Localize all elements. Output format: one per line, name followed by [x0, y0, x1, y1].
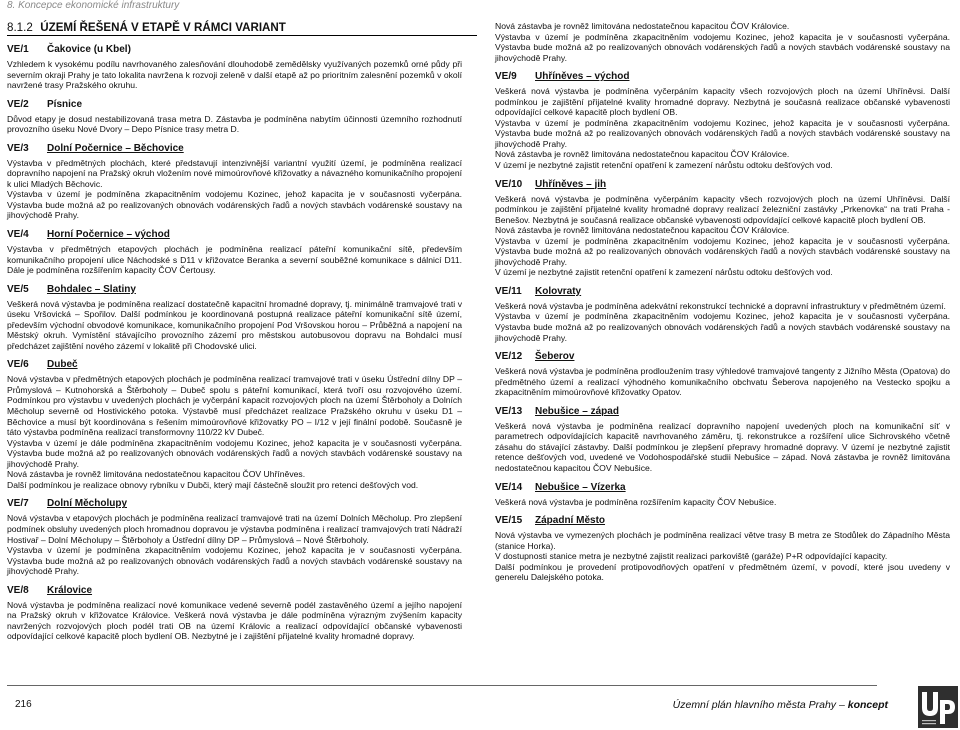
section-code: VE/3	[7, 142, 29, 154]
section-name: Bohdalec – Slatiny	[47, 283, 136, 295]
section-name: Uhříněves – jih	[535, 178, 607, 190]
paragraph: Výstavba v území je podmíněna zkapacitněním vodojemu Kozinec, jehož kapacita je v současnosti vyčerpána. Výstavba bude možná až po realizovaných obnovách vodárenských řadů a nových stavbách vodárenské soustavy na jihovýchodě Prahy.	[495, 31, 950, 63]
section-code: VE/8	[7, 584, 29, 596]
section-heading	[495, 179, 950, 191]
section-continued	[495, 21, 950, 63]
section-heading	[495, 286, 950, 298]
section-ve-15	[495, 515, 950, 583]
paragraph: Výstavba v území je dále podmíněna zkapacitněním vodojemu Kozinec, jehož kapacita je v současnosti vyčerpána. Výstavba bude možná až po realizovaných obnovách vodárenských řadů a nových stavbách vodárenské soustavy na jihovýchodě Prahy.	[7, 437, 462, 469]
section-ve-14	[495, 482, 950, 508]
running-head: 8. Koncepce ekonomické infrastruktury	[7, 0, 180, 11]
paragraph: Nová zástavba je rovněž limitována nedostatečnou kapacitou ČOV Uhříněves.	[7, 469, 306, 480]
section-ve-9	[495, 71, 950, 170]
left-column	[7, 44, 462, 650]
section-ve-12	[495, 351, 950, 398]
section-heading	[495, 351, 950, 363]
section-heading	[7, 585, 462, 597]
paragraph: Výstavba v území je podmíněna zkapacitněním vodojemu Kozinec, jehož kapacita je v současnosti vyčerpána. Výstavba bude možná až po realizovaných obnovách vodárenských řadů a nových stavbách vodárenské soustavy na jihovýchodě Prahy.	[495, 235, 950, 267]
section-code: VE/9	[495, 71, 517, 83]
section-heading	[495, 515, 950, 527]
section-heading	[7, 359, 462, 371]
section-code: VE/5	[7, 283, 29, 295]
section-name: Uhříněves – východ	[535, 71, 630, 83]
paragraph: Nová zástavba je rovněž limitována nedostatečnou kapacitou ČOV Královice.	[495, 149, 790, 160]
section-code: VE/11	[495, 285, 522, 297]
section-heading	[7, 44, 462, 56]
title-rule	[7, 35, 477, 36]
section-name: Čakovice (u Kbel)	[47, 44, 131, 55]
section-ve-4	[7, 229, 462, 276]
section-code: VE/10	[495, 178, 523, 190]
paragraph: Další podmínkou je realizace obnovy rybníku v Dubči, který mají částečně sloužit pro retenci dešťových vod.	[7, 479, 419, 490]
section-ve-3	[7, 143, 462, 221]
paragraph: V dostupnosti stanice metra je nezbytné zajistit realizaci parkoviště (garáže) P+R odpovídající kapacity.	[495, 551, 888, 562]
section-name: Dolní Počernice – Běchovice	[47, 142, 184, 154]
section-name: Šeberov	[535, 351, 575, 363]
page-number: 216	[15, 699, 32, 710]
section-code: VE/14	[495, 481, 523, 493]
paragraph: Veškerá nová výstavba je podmíněna adekvátní rekonstrukcí technické a dopravní infrastruktury v předmětném území.	[495, 300, 946, 311]
footer-doc-title-text: Územní plán hlavního města Prahy –	[672, 699, 848, 711]
section-code: VE/2	[7, 98, 29, 110]
section-name: Horní Počernice – východ	[47, 229, 170, 241]
section-name: Písnice	[47, 98, 83, 110]
paragraph: Výstavba v území je podmíněna zkapacitněním vodojemu Kozinec, jehož kapacita je v současnosti vyčerpána. Výstavba bude možná až po realizovaných obnovách vodárenských řadů a nových stavbách vodárenské soustavy na jihovýchodě Prahy.	[7, 189, 462, 221]
section-ve-5	[7, 284, 462, 352]
section-code: VE/15	[495, 515, 523, 527]
section-code: VE/7	[7, 498, 29, 510]
paragraph: Nová výstavba v předmětných etapových plochách je podmíněna realizací tramvajové trati v úseku Ústřední dílny DP – Průmyslová – Kutnohorská a Štěrboholy – Dubeč spolu s páteřní komunikací, která tvoří osu rozvojového území. Podmínkou pro výstavbu v uvedených plochách je vyčerpání kapacit rozvojových ploch na území Štěrboholy a Dolních Měcholup severně od Hostivického potoka. Výstavbě musí předcházet realizace Pražského okruhu v úseku D1 – Běchovice a musí být koordinována s řešením mimoúrovňové křižovatky PO – I/12 v její finální podobě. Současně je táto výstavba podmíněna realizací transformovny 110/22 kV Dubeč.	[7, 374, 462, 438]
section-heading	[7, 498, 462, 510]
paragraph: V území je nezbytné zajistit retenční opatření k zamezení nárůstu odtoku dešťových vod.	[495, 267, 833, 278]
section-ve-2	[7, 99, 462, 135]
paragraph: Výstavba v předmětných etapových plochách je podmíněna realizací páteřní komunikační sítě, především komunikačního propojení ulice Náchodské s D11 v křižovatce Beranka a severní souběžné komunikace s dálnicí D11. Dále je podmíněna rozšířením kapacity ČOV Čertousy.	[7, 244, 462, 276]
section-heading	[7, 284, 462, 296]
section-heading	[495, 406, 950, 418]
section-heading	[495, 71, 950, 83]
paragraph: Výstavba v území je podmíněna zkapacitněním vodojemu Kozinec, jehož kapacita je v současnosti vyčerpána. Výstavba bude možná až po realizovaných obnovách vodárenských řadů a nových stavbách vodárenské soustavy na jihovýchodě Prahy.	[495, 311, 950, 343]
paragraph: Výstavba v území je podmíněna zkapacitněním vodojemu Kozinec, jehož kapacita je v současnosti vyčerpána. Výstavba bude možná až po realizovaných obnovách vodárenských řadů a nových stavbách vodárenské soustavy na jihovýchodě Prahy.	[495, 117, 950, 149]
paragraph: Veškerá nová výstavba je podmíněna vyčerpáním kapacity všech rozvojových ploch na území Uhříněvsi. Další podmínkou je zajištění přijatelné kvality hromadné dopravy. Nezbytná je současná realizace občanské vybavenosti odpovídající celkové kapacitě ploch bydlení OB.	[495, 86, 950, 118]
paragraph: V území je nezbytné zajistit retenční opatření k zamezení nárůstu odtoku dešťových vod.	[495, 160, 833, 171]
section-code: VE/4	[7, 229, 29, 241]
paragraph: Veškerá nová výstavba je podmíněna rozšířením kapacity ČOV Nebušice.	[495, 496, 777, 507]
paragraph: Nová výstavba je podmíněna realizací nové komunikace vedené severně podél zastavěného území a jejího napojení na Pražský okruh v křižovatce Královice. Veškerá nová výstavba je dále podmíněna výrazným zvýšením kapacity navržených rozvojových ploch podél trati OB na území Královic a realizací odpovídající občanské vybavenosti odpovídající celkové kapacitě ploch bydlení OB. Nezbytné je i zajištění přijatelné kvality hromadné dopravy.	[7, 599, 462, 642]
paragraph: Další podmínkou je provedení protipovodňových opatření v předmětném území, v povodí, které jsou uvedeny v generelu Dalejského potoka.	[495, 561, 950, 583]
paragraph: Nová výstavba ve vymezených plochách je podmíněna realizací větve trasy B metra ze Stodůlek do Západního Města (stanice Horka).	[495, 530, 950, 551]
right-column	[495, 21, 950, 591]
section-name: Dolní Měcholupy	[47, 498, 127, 510]
footer-doc-title-bold: koncept	[847, 699, 888, 711]
paragraph: Důvod etapy je dosud nestabilizovaná trasa metra D. Zástavba je podmíněna nabytím účinnosti územního rozhodnutí provozního úseku Nové Dvory – Depo Písnice trasy metra D.	[7, 113, 462, 135]
section-ve-8	[7, 585, 462, 642]
section-name: Nebušice – západ	[535, 405, 619, 417]
paragraph: Veškerá nová výstavba je podmíněna prodloužením trasy výhledové tramvajové tangenty z Jižního Města (Opatova) do předmětného území a realizací výhodného komunikačního obchvatu Šeberova napojeného na Vestecko spojku a zkapacitněním mimoúrovňové křižovatky Opatov.	[495, 366, 950, 398]
footer-doc-title	[673, 699, 888, 711]
section-ve-11	[495, 286, 950, 343]
section-code: VE/13	[495, 405, 523, 417]
section-code: VE/1	[7, 44, 29, 55]
section-ve-13	[495, 406, 950, 474]
paragraph: Nová výstavba v etapových plochách je podmíněna realizací tramvajové trati na území Dolních Měcholup. Pro zlepšení podmínek obsluhy uvedených ploch hromadnou dopravou je výstavba podmíněna i realizací tramvajových tratí Nádraží Hostivař – Dolní Měcholupy – Štěrboholy a Ústřední dílny DP – Průmyslová – Nové Štěrboholy.	[7, 513, 462, 545]
paragraph: Veškerá nová výstavba je podmíněna realizací dostatečně kapacitní hromadné dopravy, tj. minimálně tramvajové trati v úseku Vršovická – Spořilov. Další podmínkou je koordinovaná postupná realizace páteřní komunikační sítě území, především východní obvodové komunikace, komunikačního propojení Pod Vršovskou horou – Průběžná a napojení na Městský okruh. Vymístění stávajícího provozního zázemí pro městskou autobusovou dopravu na Bohdalci musí předcházet zajištění nového zázemí v lokalitě při Chodovské ulici.	[7, 298, 462, 351]
section-name: Západní Město	[535, 515, 606, 527]
paragraph: Výstavba v předmětných plochách, které představují intenzivnější variantní využití území, je podmíněna realizací dopravního napojení na Pražský okruh vložením nové mimoúrovňové křižovatky a návazného komunikačního propojení k ulici Mladých Běchovic.	[7, 157, 462, 189]
section-ve-7	[7, 498, 462, 576]
page-title	[7, 21, 477, 34]
up-logo	[918, 686, 958, 728]
section-name: Dubeč	[47, 359, 78, 371]
section-heading	[7, 229, 462, 241]
section-heading	[7, 99, 462, 111]
section-ve-6	[7, 359, 462, 490]
section-name: Nebušice – Vízerka	[535, 481, 626, 493]
section-heading	[495, 482, 950, 494]
section-number: 8.1.2	[7, 21, 33, 34]
section-name: Kolovraty	[535, 285, 582, 297]
section-ve-10	[495, 179, 950, 278]
section-code: VE/6	[7, 359, 29, 371]
paragraph: Vzhledem k vysokému podílu navrhovaného zalesňování dlouhodobě zemědělsky využívaných pozemků orné půdy při severním okraji Prahy je tato lokalita navržena k rozvoji zeleně v další etapě až po prioritním zalesnění pozemků v okolí navržené trasy Pražského okruhu.	[7, 59, 462, 91]
paragraph: Výstavba v území je podmíněna zkapacitněním vodojemu Kozinec, jehož kapacita je v současnosti vyčerpána. Výstavba bude možná až po realizovaných obnovách vodárenských řadů a nových stavbách vodárenské soustavy na jihovýchodě Prahy.	[7, 545, 462, 577]
paragraph: Veškerá nová výstavba je podmíněna vyčerpáním kapacity všech rozvojových ploch na území Uhříněvsi. Další podmínkou je zajištění přijatelné kvality hromadné dopravy realizací železniční zastávky „Prkenovka“ na trati Praha - Benešov. Nezbytná je současná realizace občanské vybavenosti odpovídající celkové kapacitě ploch bydlení OB.	[495, 193, 950, 225]
section-code: VE/12	[495, 351, 523, 363]
footer-rule	[7, 685, 877, 686]
section-name: Královice	[47, 584, 93, 596]
section-heading	[7, 143, 462, 155]
up-logo-mark	[918, 686, 958, 728]
section-title: ÚZEMÍ ŘEŠENÁ V ETAPĚ V RÁMCI VARIANT	[40, 21, 286, 34]
paragraph: Nová zástavba je rovněž limitována nedostatečnou kapacitou ČOV Královice.	[495, 225, 790, 236]
paragraph: Veškerá nová výstavba je podmíněna realizací dopravního napojení uvedených ploch na komunikační síť v parametrech odpovídajících kapacitě navrhovaného záměru, tj. rekonstrukce a rozšíření ulice Sichrovského včetně zásahu do stávající zástavby. Další podmínkou je zlepšení přepravy hromadné dopravy. V území je nezbytné zajistit retence dešťových vod, uvedené ve Vodohospodářské studii Nebušice – západ. Nová zástavba je rovněž limitována nedostatečnou kapacitou ČOV Nebušice.	[495, 420, 950, 473]
section-ve-1	[7, 44, 462, 91]
paragraph: Nová zástavba je rovněž limitována nedostatečnou kapacitou ČOV Královice.	[495, 21, 790, 31]
